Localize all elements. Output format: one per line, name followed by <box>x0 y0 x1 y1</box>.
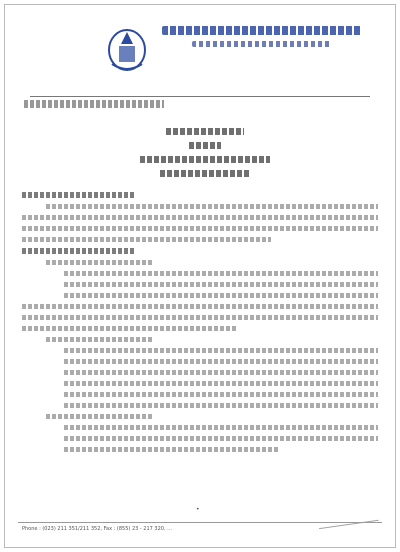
section-heading <box>22 192 136 198</box>
page-number: • <box>196 506 200 513</box>
royal-coat-of-arms-icon <box>104 24 150 74</box>
header-divider <box>30 96 370 97</box>
footer <box>22 526 378 533</box>
footer-divider <box>18 522 382 523</box>
section-heading <box>22 248 136 254</box>
document-body <box>22 186 378 458</box>
ministry-motto <box>192 41 332 47</box>
footer-contact: Phone : (023) 211 351/211 352, Fax : (855) 23 - 217 320, ... <box>22 526 172 532</box>
document-title <box>140 128 270 184</box>
department-name <box>24 100 164 108</box>
ministry-name <box>162 26 362 35</box>
ministry-header <box>162 26 362 53</box>
